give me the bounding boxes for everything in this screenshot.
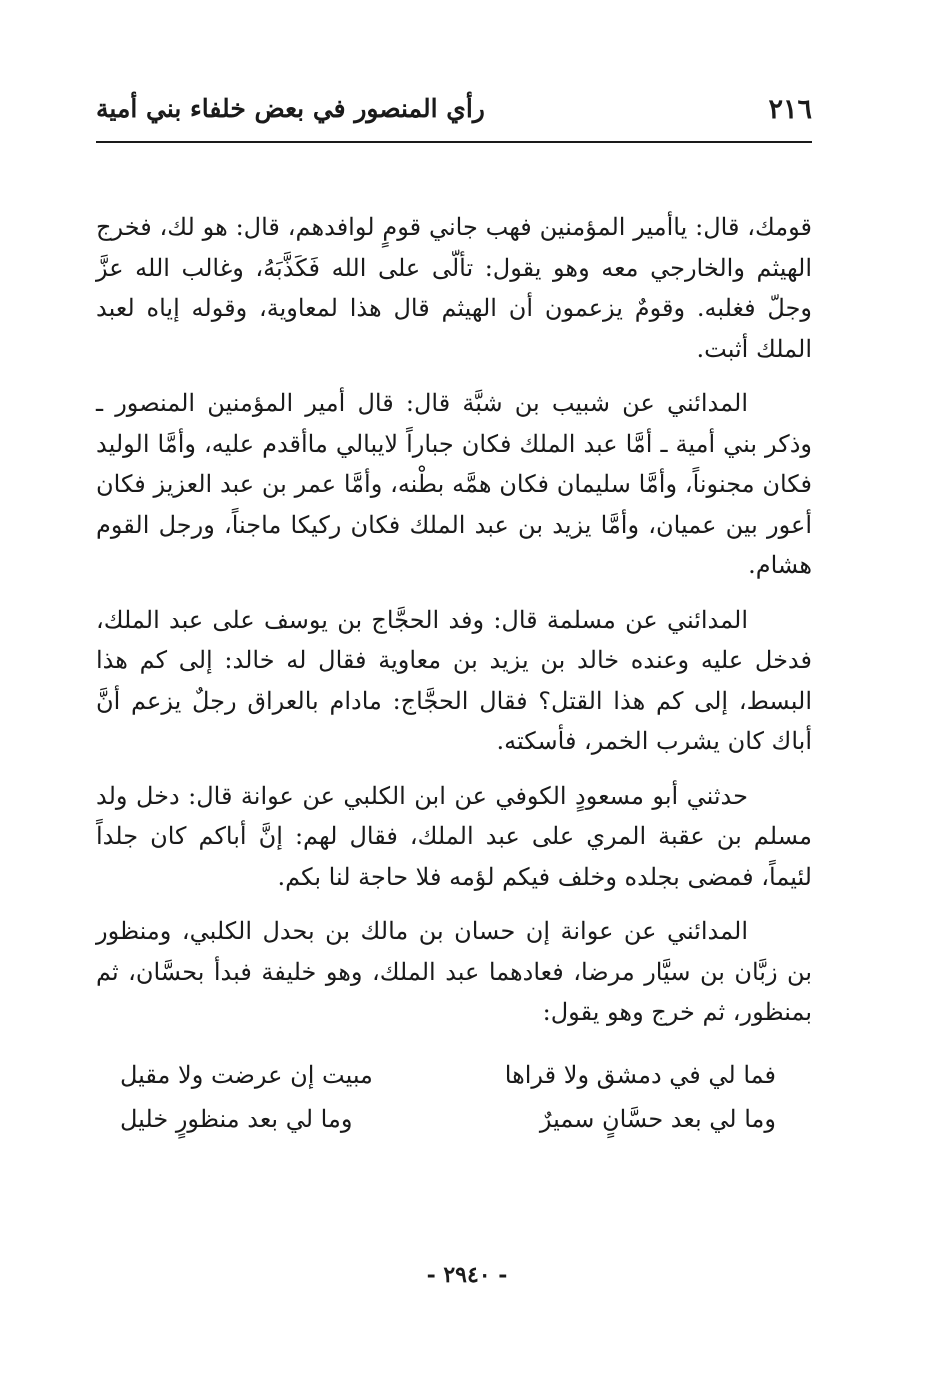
verse-first-hemistich: وما لي بعد حسَّانٍ سميرٌ	[539, 1105, 776, 1133]
verse-line	[120, 1105, 776, 1149]
footer-page-number: - ٢٩٤٠ -	[426, 1262, 508, 1288]
verse-second-hemistich: وما لي بعد منظورٍ خليل	[120, 1105, 353, 1133]
verse-block	[120, 1061, 776, 1149]
verse-line	[120, 1061, 776, 1105]
page-number: ٢١٦	[768, 94, 812, 125]
verse-first-hemistich: فما لي في دمشق ولا قراها	[504, 1061, 776, 1089]
paragraph: حدثني أبو مسعودٍ الكوفي عن ابن الكلبي عن عوانة قال: دخل ولد مسلم بن عقبة المري على عبد الملك، فقال لهم: إنَّ أباكم كان جلداً لئيماً، فمضى بجلده وخلف فيكم لؤمه فلا حاجة لنا بكم.	[96, 781, 812, 891]
verse-second-hemistich: مبيت إن عرضت ولا مقيل	[120, 1061, 373, 1089]
paragraph: قومك، قال: ياأمير المؤمنين فهب جاني قومٍ لوافدهم، قال: هو لك، فخرج الهيثم والخارجي معه وهو يقول: تألّى على الله فَكَذَّبَهُ، وغالب الله عزَّ وجلّ فغلبه. وقومٌ يزعمون أن الهيثم قال هذا لمعاوية، وقوله إياه لعبد الملك أثبت.	[96, 213, 812, 363]
running-title: رأي المنصور في بعض خلفاء بني أمية	[96, 94, 485, 123]
paragraph: المدائني عن مسلمة قال: وفد الحجَّاج بن يوسف على عبد الملك، فدخل عليه وعنده خالد بن يزيد بن معاوية فقال له خالد: إلى كم هذا البسط، إلى كم هذا القتل؟ فقال الحجَّاج: مادام بالعراق رجلٌ يزعم أنَّ أباك كان يشرب الخمر، فأسكته.	[96, 605, 812, 755]
page-header	[96, 92, 812, 138]
paragraph: المدائني عن عوانة إن حسان بن مالك بن بحدل الكلبي، ومنظور بن زبَّان بن سيَّار مرضا، فعادهما عبد الملك، وهو خليفة فبدأ بحسَّان، ثم بمنظور، ثم خرج وهو يقول:	[96, 917, 812, 1026]
header-rule	[96, 141, 812, 143]
body-text	[96, 207, 812, 1047]
paragraph: المدائني عن شبيب بن شبَّة قال: قال أمير المؤمنين المنصور ـ وذكر بني أمية ـ أمَّا عبد الملك فكان جباراً لايبالي ماأقدم عليه، وأمَّا الوليد فكان مجنوناً، وأمَّا سليمان فكان همَّه بطْنه، وأمَّا عمر بن عبد العزيز فكان أعور بين عميان، وأمَّا يزيد بن عبد الملك فكان ركيكا ماجناً، ورجل القوم هشام.	[96, 389, 812, 579]
